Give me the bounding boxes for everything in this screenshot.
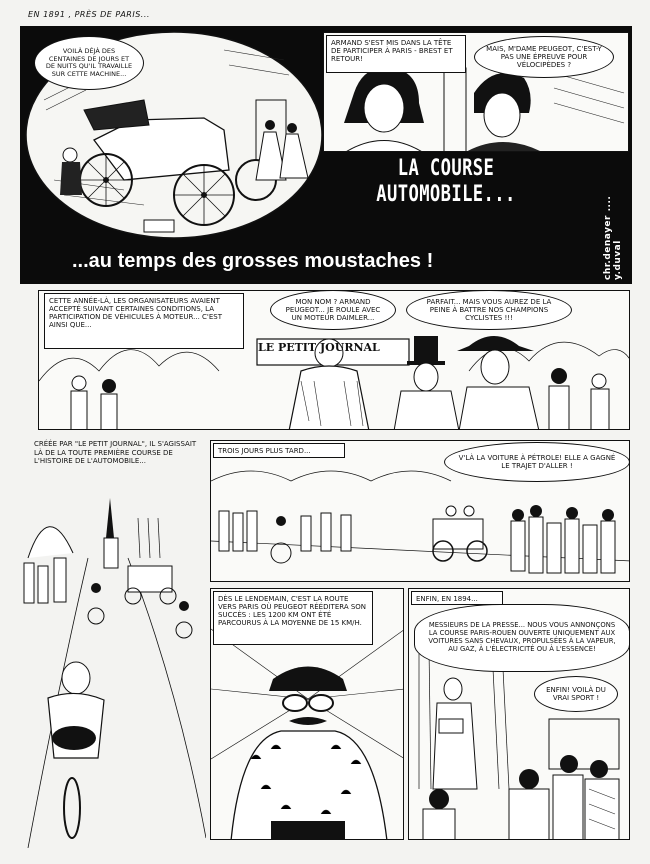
speech-bubble-parfait: PARFAIT... MAIS VOUS AUREZ DE LA PEINE À BATTRE NOS CHAMPIONS CYCLISTES !!! — [406, 290, 572, 330]
caption-armand: ARMAND S'EST MIS DANS LA TÊTE DE PARTICIPER À PARIS - BREST ET RETOUR! — [326, 35, 466, 73]
caption-lendemain: DÈS LE LENDEMAIN, C'EST LA ROUTE VERS PARIS OÙ PEUGEOT RÉÉDITERA SON SUCCÈS : LES 1200 KM ONT ÉTÉ PARCOURUS À LA MOYENNE DE 15 KM/H. — [213, 591, 373, 645]
panel-first-race — [18, 438, 206, 848]
caption-organisateurs: CETTE ANNÉE-LÀ, LES ORGANISATEURS AVAIENT ACCEPTÉ SUIVANT CERTAINES CONDITIONS, LA PARTICIPATION DE VÉHICULES À MOTEUR... C'EST AINSI QUE... — [44, 293, 244, 349]
oval-speech-bubble: VOILÀ DÉJÀ DES CENTAINES DE JOURS ET DE NUITS QU'IL TRAVAILLE SUR CETTE MACHINE... — [34, 36, 144, 90]
title-line-2: AUTOMOBILE... — [376, 182, 516, 207]
speech-bubble-armand: MON NOM ? ARMAND PEUGEOT... JE ROULE AVEC UN MOTEUR DAIMLER... — [270, 290, 396, 330]
sign-le-petit-journal: LE PETIT JOURNAL — [258, 341, 380, 354]
speech-bubble-madame: MAIS, M'DAME PEUGEOT, C'EST-Y PAS UNE ÉPREUVE POUR VÉLOCIPÈDES ? — [474, 36, 614, 78]
page-caption: EN 1891 , PRÈS DE PARIS... — [28, 10, 150, 19]
caption-trois-jours: TROIS JOURS PLUS TARD... — [213, 443, 345, 458]
title-line-1: LA COURSE — [397, 156, 495, 181]
speech-bubble-vrai-sport: ENFIN! VOILÀ DU VRAI SPORT ! — [534, 676, 618, 712]
caption-enfin-1894: ENFIN, EN 1894... — [411, 591, 503, 605]
caption-first-race: CRÉÉE PAR "LE PETIT JOURNAL", IL S'AGISSAIT LÀ DE LA TOUTE PREMIÈRE COURSE DE L'HISTOIRE DE L'AUTOMOBILE... — [34, 440, 197, 465]
subtitle: ...au temps des grosses moustaches ! — [72, 250, 434, 272]
speech-bubble-presse: MESSIEURS DE LA PRESSE... NOUS VOUS ANNONÇONS LA COURSE PARIS-ROUEN OUVERTE UNIQUEMENT AUX VOITURES SANS CHEVAUX, PROPULSÉES À LA VAPEUR, AU GAZ, À L'ÉLECTRICITÉ OU À L'ESSENCE! — [414, 604, 630, 672]
credits: chr.denayer .... y.duval — [603, 195, 623, 280]
speech-bubble-voiture: V'LÀ LA VOITURE À PÉTROLE! ELLE A GAGNÉ LE TRAJET D'ALLER ! — [444, 442, 630, 482]
